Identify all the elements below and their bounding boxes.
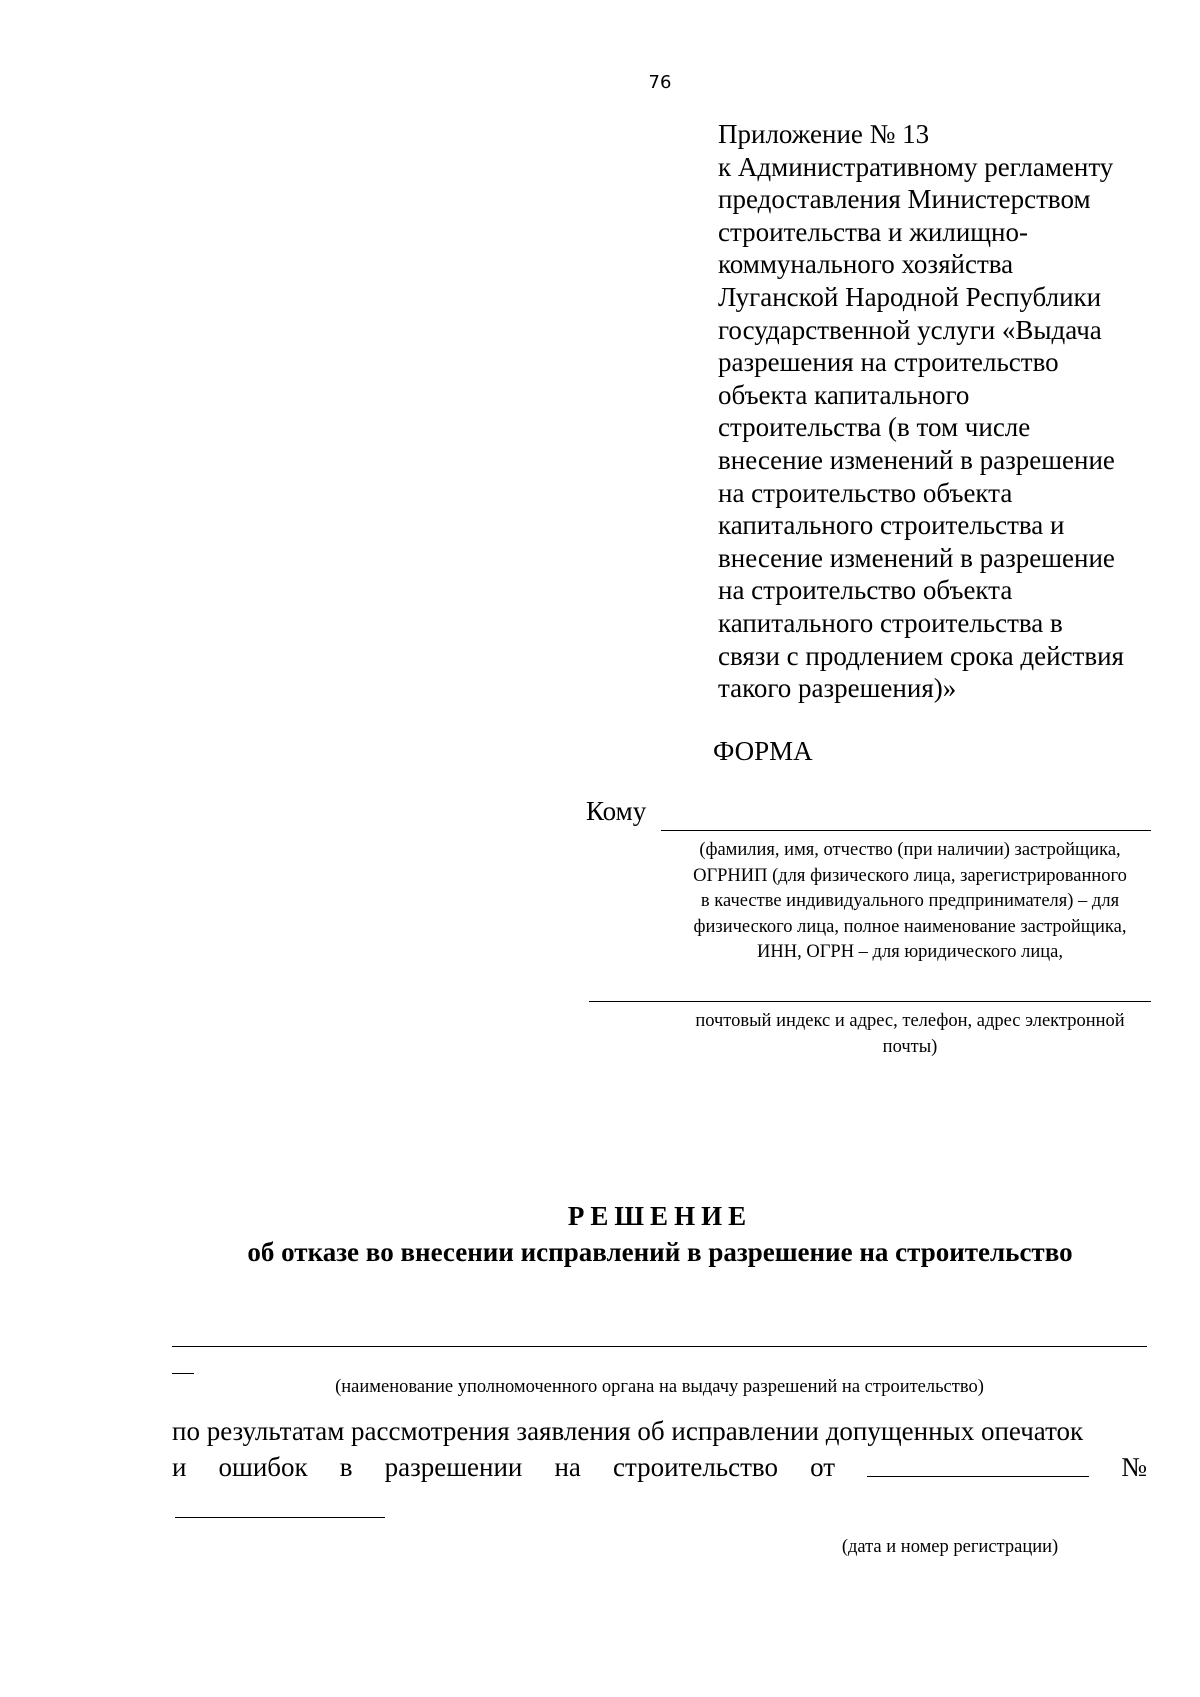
recipient-name-line (661, 830, 1151, 831)
form-label: ФОРМА (713, 736, 813, 766)
appendix-block (718, 118, 1178, 705)
recipient-label: Кому (586, 796, 647, 826)
body-word: разрешении (384, 1452, 523, 1482)
appendix-line: разрешения на строительство (718, 347, 1059, 378)
body-word: ошибок (218, 1452, 308, 1482)
appendix-line: на строительство объекта (718, 575, 1013, 606)
recipient-hint-line: физического лица, полное наименование застройщика, (693, 916, 1127, 937)
appendix-line: такого разрешения)» (718, 673, 957, 704)
appendix-line: на строительство объекта (718, 477, 1013, 508)
date-blank-line (867, 1475, 1089, 1477)
appendix-line: Приложение № 13 (718, 119, 930, 149)
appendix-line: Луганской Народной Республики (718, 281, 1102, 312)
decision-subtitle: об отказе во внесении исправлений в разрешение на строительство (247, 1237, 1073, 1267)
appendix-line: капитального строительства в (718, 607, 1063, 638)
body-word: и (172, 1452, 187, 1482)
registration-number-line (175, 1517, 385, 1518)
recipient-hint-line: (фамилия, имя, отчество (при наличии) застройщика, (699, 840, 1121, 860)
body-word: на (554, 1452, 581, 1482)
number-sign: № (1121, 1452, 1147, 1482)
body-word: в (339, 1452, 353, 1482)
recipient-hint-line: ОГРНИП (для физического лица, зарегистрированного (693, 865, 1127, 886)
appendix-line: государственной услуги «Выдача (718, 314, 1102, 345)
authority-name-line (172, 1346, 1147, 1347)
appendix-line: внесение изменений в разрешение (718, 444, 1115, 475)
address-hint-line: почтовый индекс и адрес, телефон, адрес электронной (695, 1011, 1125, 1031)
authority-hint: (наименование уполномоченного органа на выдачу разрешений на строительство) (335, 1377, 984, 1397)
body-word: от (810, 1452, 836, 1482)
appendix-line: предоставления Министерством (718, 184, 1091, 215)
appendix-line: связи с продлением срока действия (718, 640, 1124, 671)
recipient-hint-line: ИНН, ОГРН – для юридического лица, (757, 942, 1063, 963)
address-hint (640, 1009, 1180, 1060)
recipient-hint (640, 838, 1180, 966)
date-hint: (дата и номер регистрации) (841, 1537, 1059, 1557)
body-line-1: по результатам рассмотрения заявления об исправлении допущенных опечаток (172, 1416, 1084, 1446)
appendix-line: к Административному регламенту (718, 151, 1114, 182)
body-line-2 (172, 1452, 1147, 1483)
page-number: 76 (648, 72, 672, 93)
authority-line-dash (172, 1373, 194, 1374)
appendix-line: коммунального хозяйства (718, 249, 1014, 280)
appendix-line: строительства и жилищно- (718, 216, 1028, 247)
recipient-address-line (589, 1001, 1151, 1002)
address-hint-line: почты) (882, 1036, 938, 1057)
decision-title: РЕШЕНИЕ (567, 1201, 753, 1231)
body-word: строительство (612, 1452, 778, 1482)
recipient-hint-line: в качестве индивидуального предпринимателя) – для (700, 891, 1120, 912)
appendix-line: внесение изменений в разрешение (718, 542, 1115, 573)
appendix-line: капитального строительства и (718, 510, 1065, 541)
appendix-line: строительства (в том числе (718, 412, 1031, 443)
appendix-line: объекта капитального (718, 379, 970, 410)
